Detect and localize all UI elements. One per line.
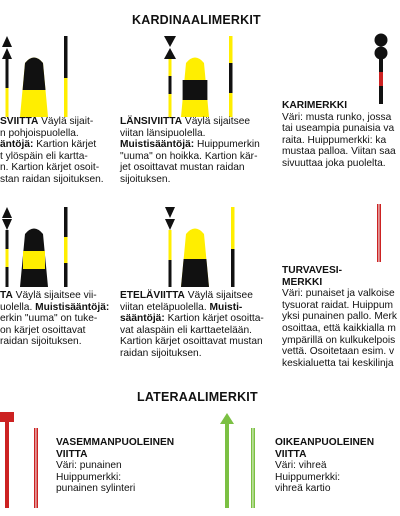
starboard-topmark-icon bbox=[220, 413, 234, 424]
port-lateral-illustration bbox=[0, 410, 50, 510]
east-buoy-icon bbox=[20, 229, 48, 288]
east-topmark-icon bbox=[2, 207, 12, 230]
port-topmark-icon bbox=[0, 412, 14, 422]
isolated-danger-topmark-icon bbox=[375, 34, 388, 60]
starboard-spar-icon bbox=[251, 428, 255, 508]
isolated-danger-illustration bbox=[360, 28, 400, 108]
starboard-lateral-title: OIKEANPUOLEINEN bbox=[275, 437, 375, 448]
west-topmark-icon bbox=[164, 36, 176, 59]
port-lateral-title: VASEMMANPUOLEINEN bbox=[56, 437, 175, 448]
south-topmark-icon bbox=[165, 207, 175, 230]
west-spar-icon bbox=[229, 36, 233, 117]
east-cardinal-illustration bbox=[0, 201, 80, 288]
port-spar-icon bbox=[34, 428, 38, 508]
safe-water-illustration bbox=[370, 204, 390, 264]
starboard-lateral-illustration bbox=[215, 410, 265, 510]
west-title: LÄNSIVIITTA bbox=[120, 116, 183, 127]
isolated-danger-spar-icon bbox=[379, 59, 383, 104]
north-cardinal-illustration bbox=[0, 28, 80, 118]
north-spar-icon bbox=[64, 36, 68, 117]
east-title: TA bbox=[0, 290, 13, 301]
south-title: ETELÄVIITTA bbox=[120, 290, 185, 301]
isolated-danger-title: KARIMERKKI bbox=[282, 100, 348, 111]
lateral-heading: LATERAALIMERKIT bbox=[137, 390, 258, 404]
south-spar-icon bbox=[231, 207, 235, 287]
west-cardinal-illustration bbox=[155, 28, 245, 118]
west-buoy-icon bbox=[181, 58, 209, 118]
north-topmark-icon bbox=[2, 36, 12, 59]
north-buoy-icon bbox=[20, 58, 48, 118]
north-title: SVIITTA bbox=[0, 116, 39, 127]
south-cardinal-illustration bbox=[155, 201, 245, 288]
cardinal-heading: KARDINAALIMERKIT bbox=[132, 13, 261, 27]
south-buoy-icon bbox=[181, 229, 209, 288]
east-spar-icon bbox=[64, 207, 68, 287]
safe-water-spar-icon bbox=[377, 204, 381, 262]
safe-water-title: TURVAVESI- bbox=[282, 265, 342, 276]
